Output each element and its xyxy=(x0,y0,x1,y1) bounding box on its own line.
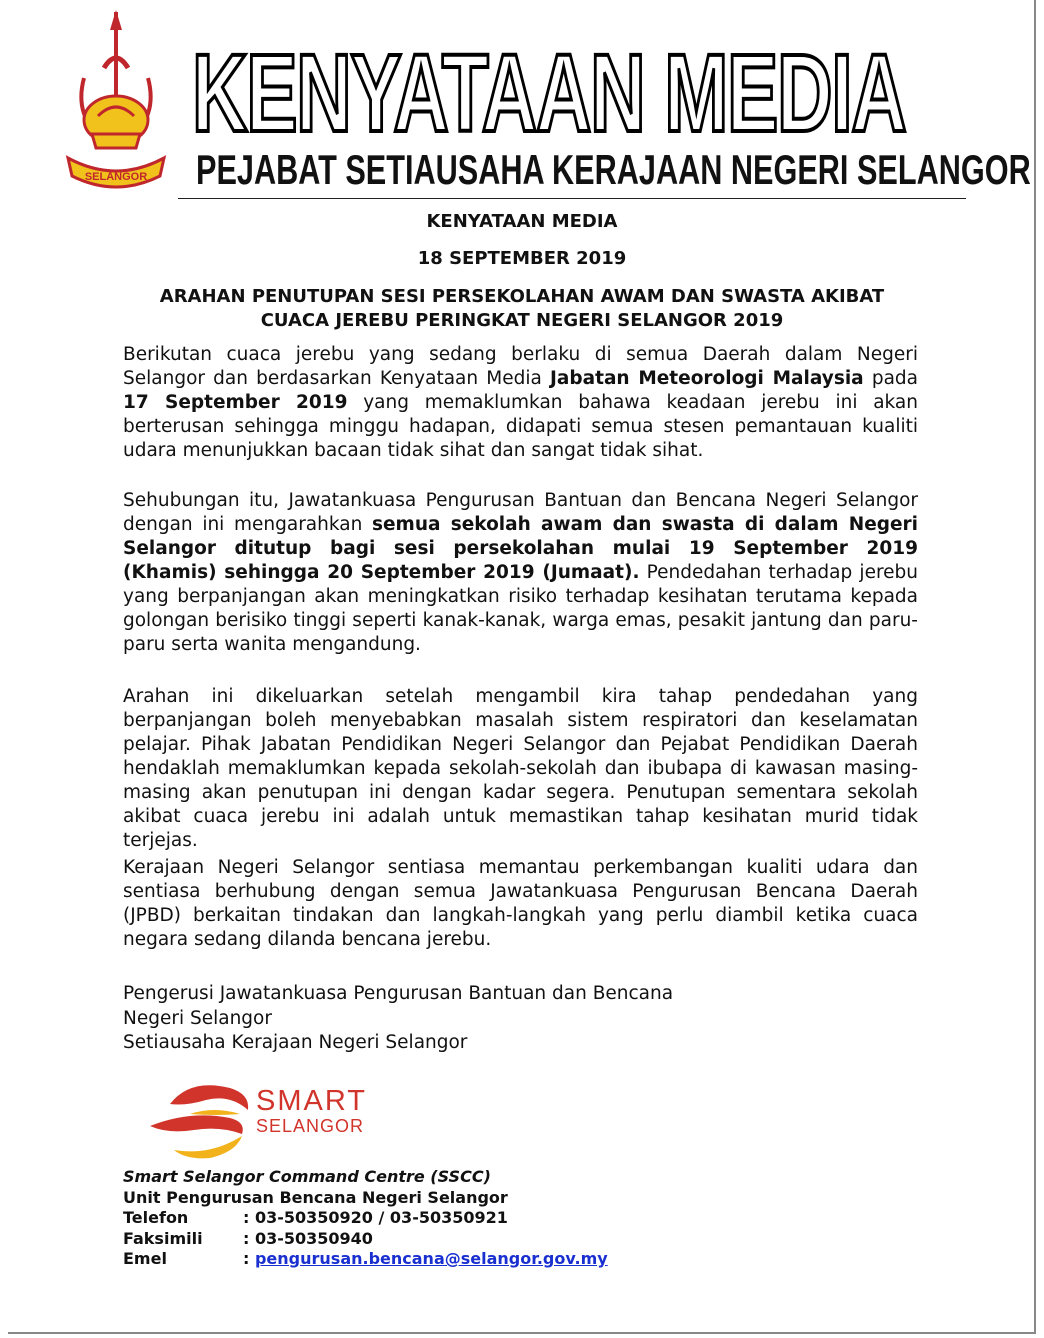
paragraph-3: Arahan ini dikeluarkan setelah mengambil kira tahap pendedahan yang berpanjangan boleh menyebabkan masalah sistem respiratori dan keselamatan pelajar. Pihak Jabatan Pendidikan Negeri Selangor dan Pejabat Pendidikan Daerah hendaklah memaklumkan kepada sekolah-sekolah dan ibubapa di kawasan masing-masing akan penutupan ini dengan kadar segera. Penutupan sementara sekolah akibat cuaca jerebu ini adalah untuk memastikan tahap kesihatan murid tidak terjejas. xyxy=(123,686,918,851)
p1-bold-agency: Jabatan Meteorologi Malaysia xyxy=(550,368,864,389)
contact-label-fax: Faksimili xyxy=(123,1228,203,1248)
p2-text-a: Sehubungan itu, Jawatankuasa Pengurusan Bantuan dan Bencana Negeri Selangor dengan ini mengarahkan xyxy=(123,490,918,535)
selangor-crest-icon xyxy=(62,8,170,194)
p2-bold-directive: semua sekolah awam dan swasta di dalam Negeri Selangor ditutup bagi sesi persekolahan mulai 19 September 2019 (Khamis) sehingga 20 September 2019 (Jumaat). xyxy=(123,514,919,583)
document-subject xyxy=(0,285,1044,333)
paragraph-4: Kerajaan Negeri Selangor sentiasa memantau perkembangan kualiti udara dan sentiasa berhubung dengan semua Jawatankuasa Pengurusan Bencana Daerah (JPBD) berkaitan tindakan dan langkah-langkah yang perlu diambil ketika cuaca negara sedang dilanda bencana jerebu. xyxy=(123,857,918,950)
contact-label-phone: Telefon xyxy=(123,1208,189,1227)
header-divider xyxy=(178,198,966,199)
signature-line-1: Pengerusi Jawatankuasa Pengurusan Bantuan dan Bencana xyxy=(123,983,674,1004)
paragraph-2 xyxy=(123,489,918,657)
p2-text-c: Pendedahan terhadap jerebu yang berpanjangan akan meningkatkan risiko terhadap kesihatan terutama kepada golongan berisiko tinggi seperti kanak-kanak, warga emas, pesakit jantung dan paru-paru serta wanita mengandung. xyxy=(123,562,919,655)
signature-line-3: Setiausaha Kerajaan Negeri Selangor xyxy=(123,1032,468,1053)
contact-block xyxy=(123,1167,608,1270)
logo-word-selangor: SELANGOR xyxy=(256,1116,365,1136)
document-label: KENYATAAN MEDIA xyxy=(426,211,618,232)
paragraph-1 xyxy=(123,343,918,463)
contact-org-1: Smart Selangor Command Centre (SSCC) xyxy=(123,1167,491,1186)
subject-line-2: CUACA JEREBU PERINGKAT NEGERI SELANGOR 2019 xyxy=(260,310,784,331)
subject-line-1: ARAHAN PENUTUPAN SESI PERSEKOLAHAN AWAM DAN SWASTA AKIBAT xyxy=(159,286,885,307)
p1-text-e: yang memaklumkan bahawa keadaan jerebu ini akan berterusan sehingga minggu hadapan, didapati semua stesen pemantauan kualiti udara menunjukkan bacaan tidak sihat dan sangat tidak sihat. xyxy=(123,392,918,461)
contact-row-fax xyxy=(123,1229,608,1250)
logo-wordmark xyxy=(256,1086,367,1136)
header-subtitle: PEJABAT SETIAUSAHA KERAJAAN NEGERI SELANGOR xyxy=(196,146,1031,193)
contact-value-fax: : 03-50350940 xyxy=(243,1228,373,1248)
header-title: KENYATAAN MEDIA xyxy=(192,32,906,155)
document-date: 18 SEPTEMBER 2019 xyxy=(417,248,627,269)
contact-email-separator: : xyxy=(243,1249,255,1268)
signature-block xyxy=(123,982,673,1056)
crest-label: SELANGOR xyxy=(84,171,148,183)
contact-org-2: Unit Pengurusan Bencana Negeri Selangor xyxy=(123,1187,508,1207)
p1-text-c: pada xyxy=(863,368,918,389)
contact-value-phone: : 03-50350920 / 03-50350921 xyxy=(243,1208,508,1227)
contact-label-email: Emel xyxy=(123,1249,167,1268)
contact-email-link[interactable]: pengurusan.bencana@selangor.gov.my xyxy=(254,1249,608,1268)
signature-line-2: Negeri Selangor xyxy=(123,1007,272,1029)
p1-text-a: Berikutan cuaca jerebu yang sedang berlaku di semua Daerah dalam Negeri Selangor dan berdasarkan Kenyataan Media xyxy=(123,344,918,389)
p1-bold-date: 17 September 2019 xyxy=(123,392,348,413)
logo-word-smart: SMART xyxy=(256,1085,367,1117)
contact-row-email xyxy=(123,1249,608,1270)
contact-row-phone xyxy=(123,1208,608,1229)
